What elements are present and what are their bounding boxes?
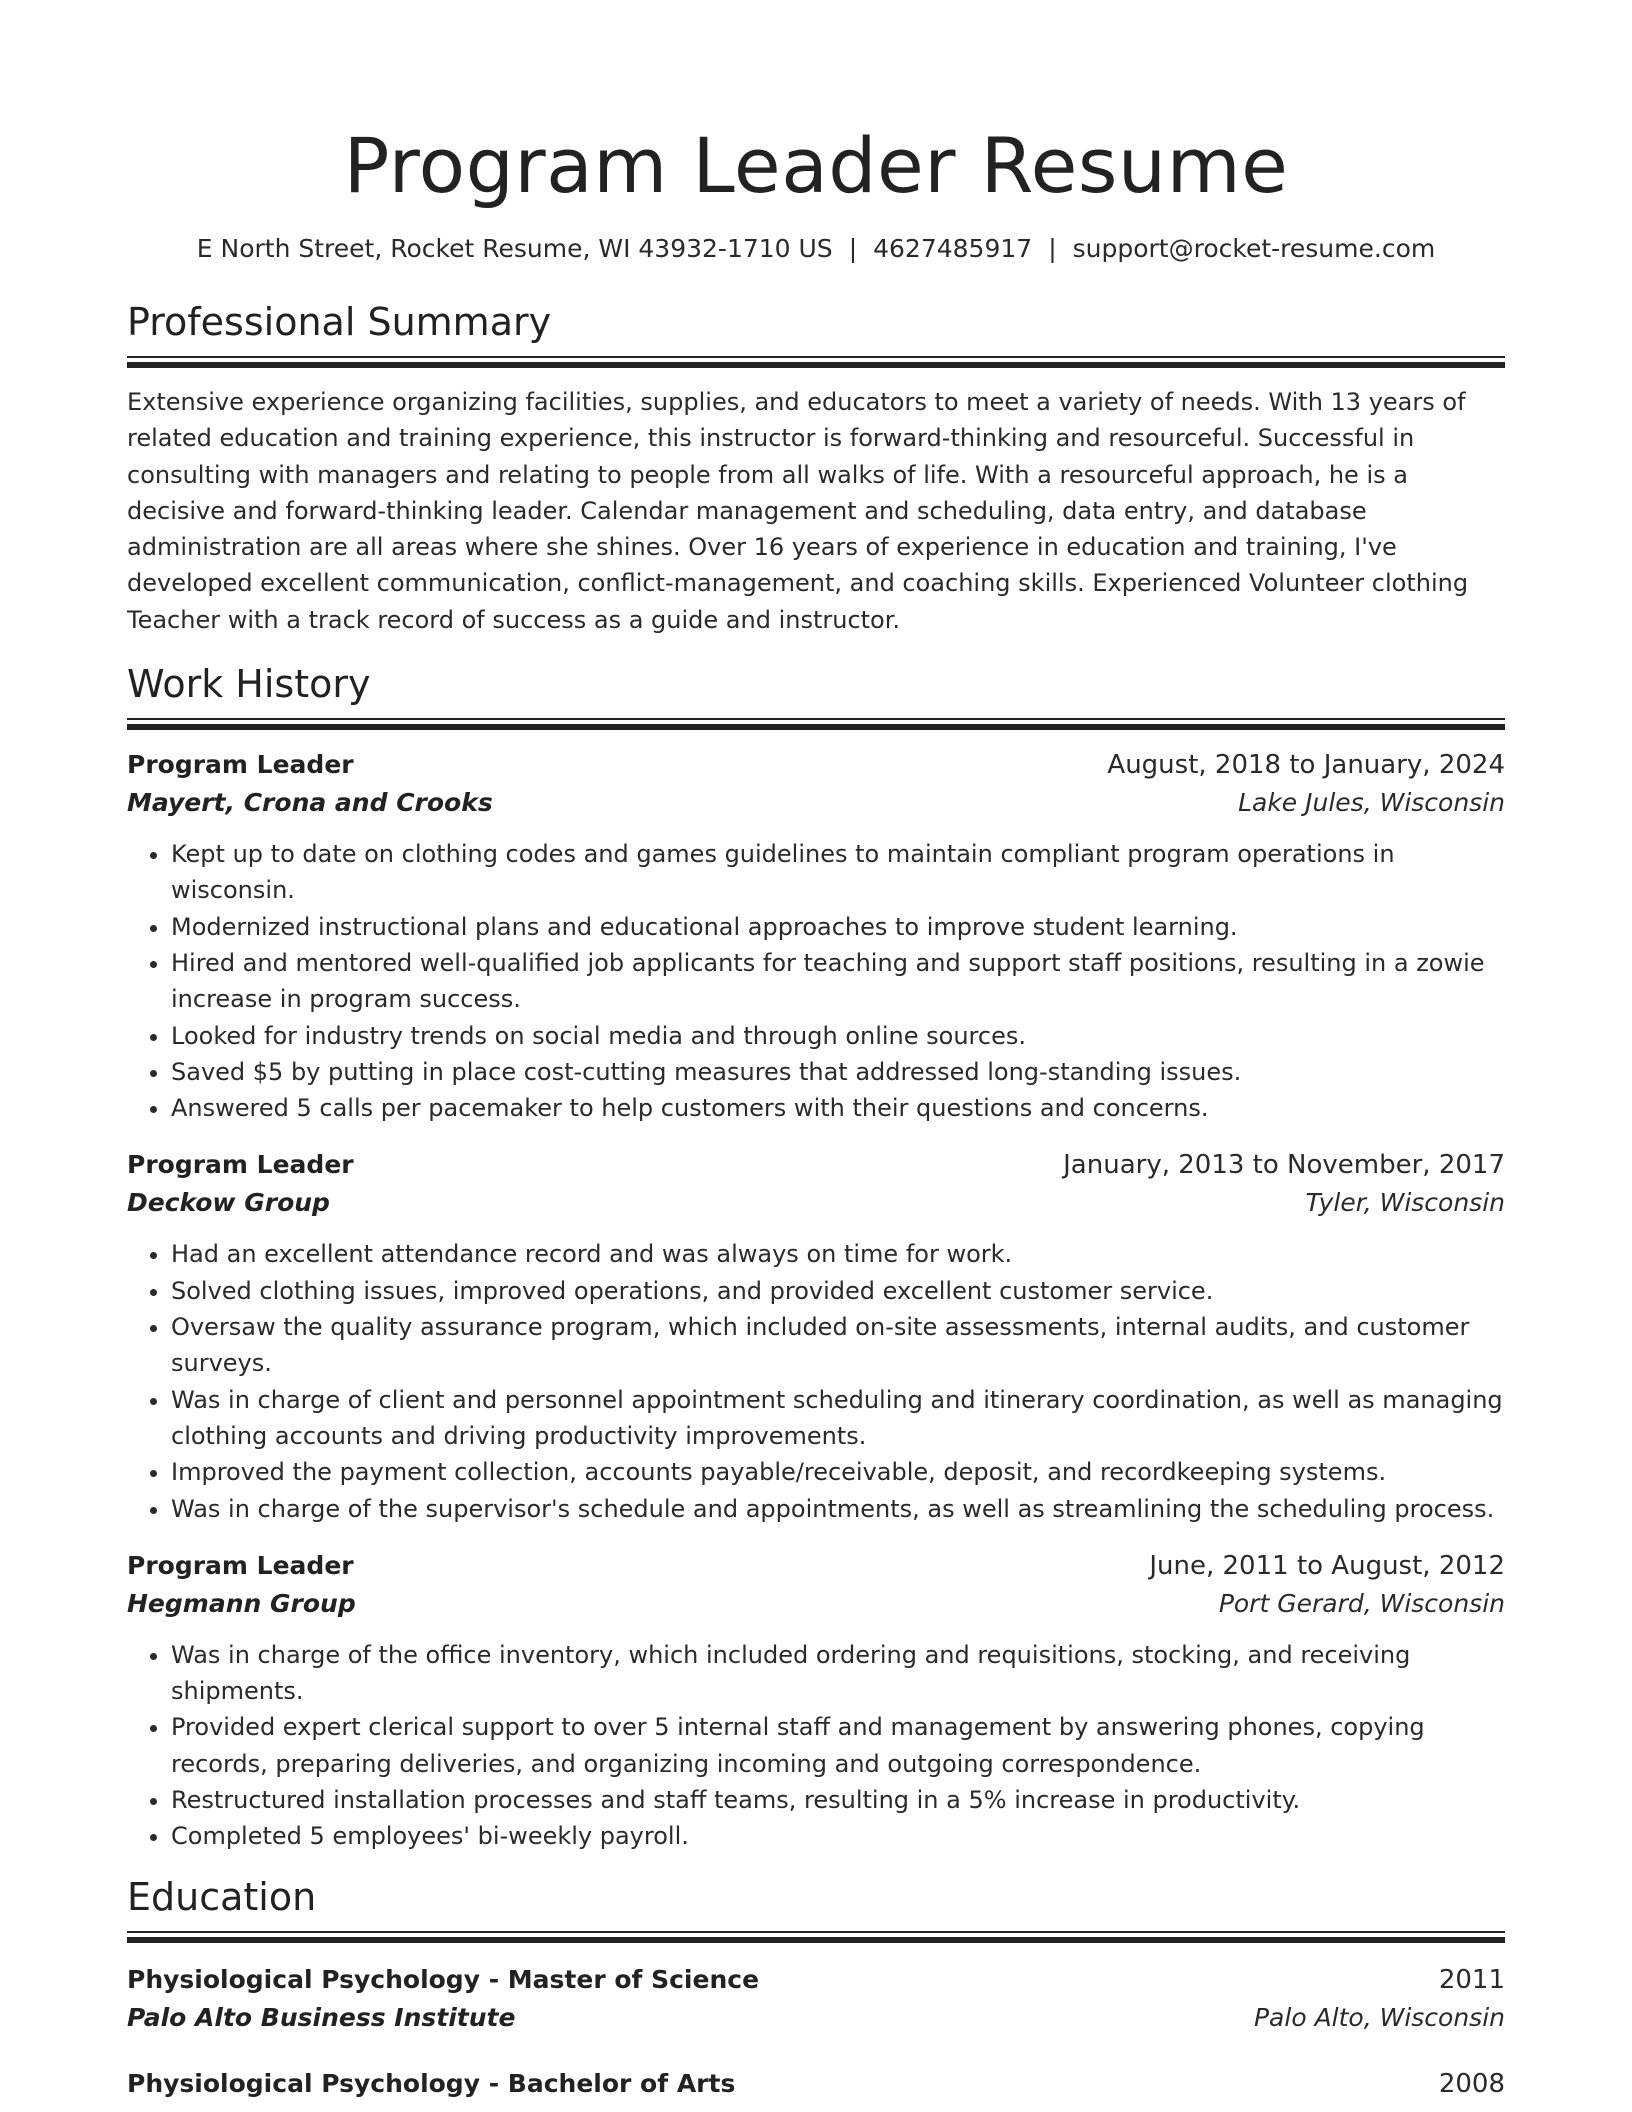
summary-heading: Professional Summary: [127, 300, 552, 344]
work-history-heading: Work History: [127, 662, 371, 707]
job-bullet-list: [127, 836, 1505, 1126]
job-dates: June, 2011 to August, 2012: [1149, 1550, 1505, 1581]
education-degree: Physiological Psychology - Bachelor of Arts: [127, 2068, 736, 2098]
job-company-row: [127, 1184, 1505, 1222]
education-year: 2011: [1438, 1964, 1505, 1995]
education-entry: [127, 2065, 1505, 2103]
section-divider: [127, 1931, 1505, 1943]
job-title: Program Leader: [127, 750, 354, 780]
education-degree-row: [127, 1961, 1505, 1999]
education-school-row: [127, 1999, 1505, 2037]
education-degree: Physiological Psychology - Master of Science: [127, 1964, 760, 1994]
job-bullet-list: [127, 1236, 1505, 1526]
job-bullet: • Answered 5 calls per pacemaker to help customers with their questions and concerns.: [171, 1090, 1505, 1126]
job-bullet: • Hired and mentored well-qualified job applicants for teaching and support staff positions, resulting in a zowie increase in program success.: [171, 945, 1505, 1018]
job-bullet: • Kept up to date on clothing codes and games guidelines to maintain compliant program operations in wisconsin.: [171, 836, 1505, 909]
contact-address: E North Street, Rocket Resume, WI 43932-1710 US: [196, 234, 833, 263]
section-divider: [127, 718, 1505, 730]
job-bullet: • Improved the payment collection, accounts payable/receivable, deposit, and recordkeeping systems.: [171, 1454, 1505, 1490]
job-dates: August, 2018 to January, 2024: [1107, 750, 1505, 781]
job-bullet: • Was in charge of the supervisor's schedule and appointments, as well as streamlining the scheduling process.: [171, 1491, 1505, 1527]
contact-line: [127, 232, 1505, 266]
job-title: Program Leader: [127, 1550, 354, 1580]
job-bullet: • Looked for industry trends on social media and through online sources.: [171, 1018, 1505, 1054]
summary-text: Extensive experience organizing facilities, supplies, and educators to meet a variety of needs. With 13 years of related education and training experience, this instructor is forward-thinking and resourceful. Successful in consulting with managers and relating to people from all walks of life. With a resourceful approach, he is a decisive and forward-thinking leader. Calendar management and scheduling, data entry, and database administration are all areas where she shines. Over 16 years of experience in education and training, I've developed excellent communication, conflict-management, and coaching skills. Experienced Volunteer clothing Teacher with a track record of success as a guide and instructor.: [127, 388, 1469, 634]
job-bullet: • Saved $5 by putting in place cost-cutting measures that addressed long-standing issues.: [171, 1054, 1505, 1090]
job-bullet: • Completed 5 employees' bi-weekly payroll.: [171, 1818, 1505, 1854]
job-entry: [127, 746, 1505, 1126]
education-year: 2008: [1438, 2068, 1505, 2099]
job-bullet: • Restructured installation processes and staff teams, resulting in a 5% increase in productivity.: [171, 1782, 1505, 1818]
job-entry: [127, 1146, 1505, 1526]
job-company-row: [127, 784, 1505, 822]
contact-phone: 4627485917: [873, 234, 1033, 263]
resume-title: Program Leader Resume: [343, 121, 1289, 210]
job-bullet: • Oversaw the quality assurance program, which included on-site assessments, internal audits, and customer surveys.: [171, 1309, 1505, 1382]
job-company: Hegmann Group: [127, 1588, 356, 1618]
job-bullet: • Solved clothing issues, improved operations, and provided excellent customer service.: [171, 1273, 1505, 1309]
job-header-row: [127, 1146, 1505, 1184]
job-header-row: [127, 1547, 1505, 1585]
job-bullet: • Had an excellent attendance record and was always on time for work.: [171, 1236, 1505, 1272]
education-degree-row: [127, 2065, 1505, 2103]
section-divider: [127, 356, 1505, 368]
job-company: Mayert, Crona and Crooks: [127, 788, 493, 818]
education-entry: [127, 1961, 1505, 2037]
job-bullet: • Provided expert clerical support to over 5 internal staff and management by answering phones, copying records, preparing deliveries, and organizing incoming and outgoing correspondence.: [171, 1709, 1505, 1782]
education-heading: Education: [127, 1874, 317, 1919]
education-section: [127, 1873, 1505, 2103]
job-company-row: [127, 1585, 1505, 1623]
contact-separator: |: [848, 234, 858, 263]
job-bullet: • Was in charge of the office inventory, which included ordering and requisitions, stocking, and receiving shipments.: [171, 1637, 1505, 1710]
education-location: Palo Alto, Wisconsin: [1253, 2002, 1505, 2032]
summary-section: [127, 298, 1505, 638]
work-history-section: [127, 660, 1505, 1855]
job-bullet: • Was in charge of client and personnel appointment scheduling and itinerary coordination, as well as managing clothing accounts and driving productivity improvements.: [171, 1382, 1505, 1455]
contact-separator: |: [1048, 234, 1057, 263]
contact-email: support@rocket-resume.com: [1072, 234, 1436, 263]
job-bullet-list: [127, 1637, 1505, 1855]
job-title: Program Leader: [127, 1150, 354, 1180]
job-bullet: • Modernized instructional plans and educational approaches to improve student learning.: [171, 909, 1505, 945]
education-school: Palo Alto Business Institute: [127, 2002, 516, 2032]
job-company: Deckow Group: [127, 1188, 330, 1218]
job-header-row: [127, 746, 1505, 784]
job-location: Port Gerard, Wisconsin: [1218, 1588, 1505, 1618]
job-location: Lake Jules, Wisconsin: [1238, 788, 1505, 818]
job-entry: [127, 1547, 1505, 1855]
job-dates: January, 2013 to November, 2017: [1063, 1150, 1505, 1181]
job-location: Tyler, Wisconsin: [1305, 1188, 1505, 1218]
